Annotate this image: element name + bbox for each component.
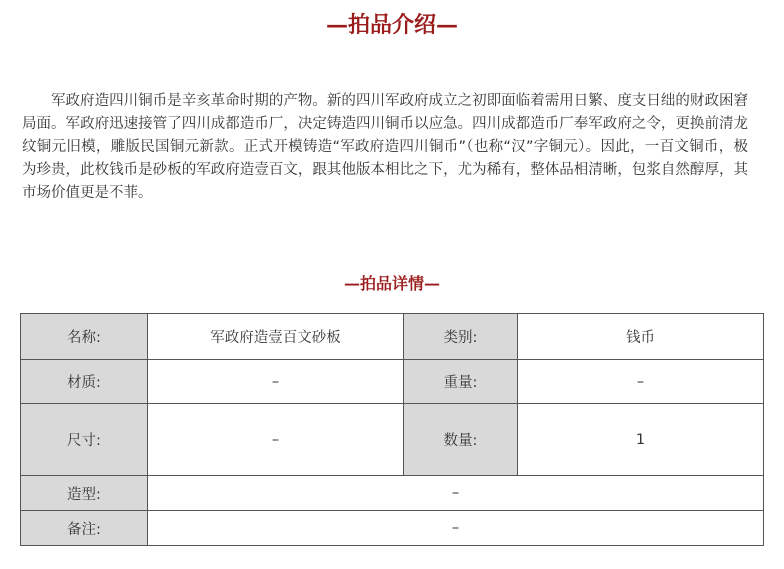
intro-paragraph: 军政府造四川铜币是辛亥革命时期的产物。新的四川军政府成立之初即面临着需用日繁、度支日绌的财政困窘局面。军政府迅速接管了四川成都造币厂，决定铸造四川铜币以应急。四川成都造币厂奉军政府之令，更换前清龙纹铜元旧模，雕版民国铜元新款。正式开模铸造“军政府造四川铜币”（也称“汉”字铜元）。因此，一百文铜币，极为珍贵，此枚钱币是砂板的军政府造壹百文，跟其他版本相比之下，尤为稀有，整体品相清晰，包浆自然醇厚，其市场价值更是不菲。 (22, 93, 748, 201)
intro-title: —拍品介绍— (325, 12, 458, 38)
name-value: 军政府造壹百文砂板 (148, 314, 404, 360)
size-value: – (148, 404, 404, 476)
details-table (20, 313, 764, 546)
remark-value: – (148, 511, 764, 546)
details-title: —拍品详情— (343, 274, 440, 293)
material-label: 材质: (21, 360, 148, 404)
category-value: 钱币 (518, 314, 764, 360)
category-label: 类别: (404, 314, 518, 360)
shape-label: 造型: (21, 476, 148, 511)
weight-label: 重量: (404, 360, 518, 404)
table-row-size (21, 404, 764, 476)
table-row-material (21, 360, 764, 404)
material-value: – (148, 360, 404, 404)
size-label: 尺寸: (21, 404, 148, 476)
weight-value: – (518, 360, 764, 404)
table-row-shape (21, 476, 764, 511)
quantity-value: 1 (518, 404, 764, 476)
remark-label: 备注: (21, 511, 148, 546)
table-row-name (21, 314, 764, 360)
quantity-label: 数量: (404, 404, 518, 476)
shape-value: – (148, 476, 764, 511)
name-label: 名称: (21, 314, 148, 360)
table-row-remark (21, 511, 764, 546)
